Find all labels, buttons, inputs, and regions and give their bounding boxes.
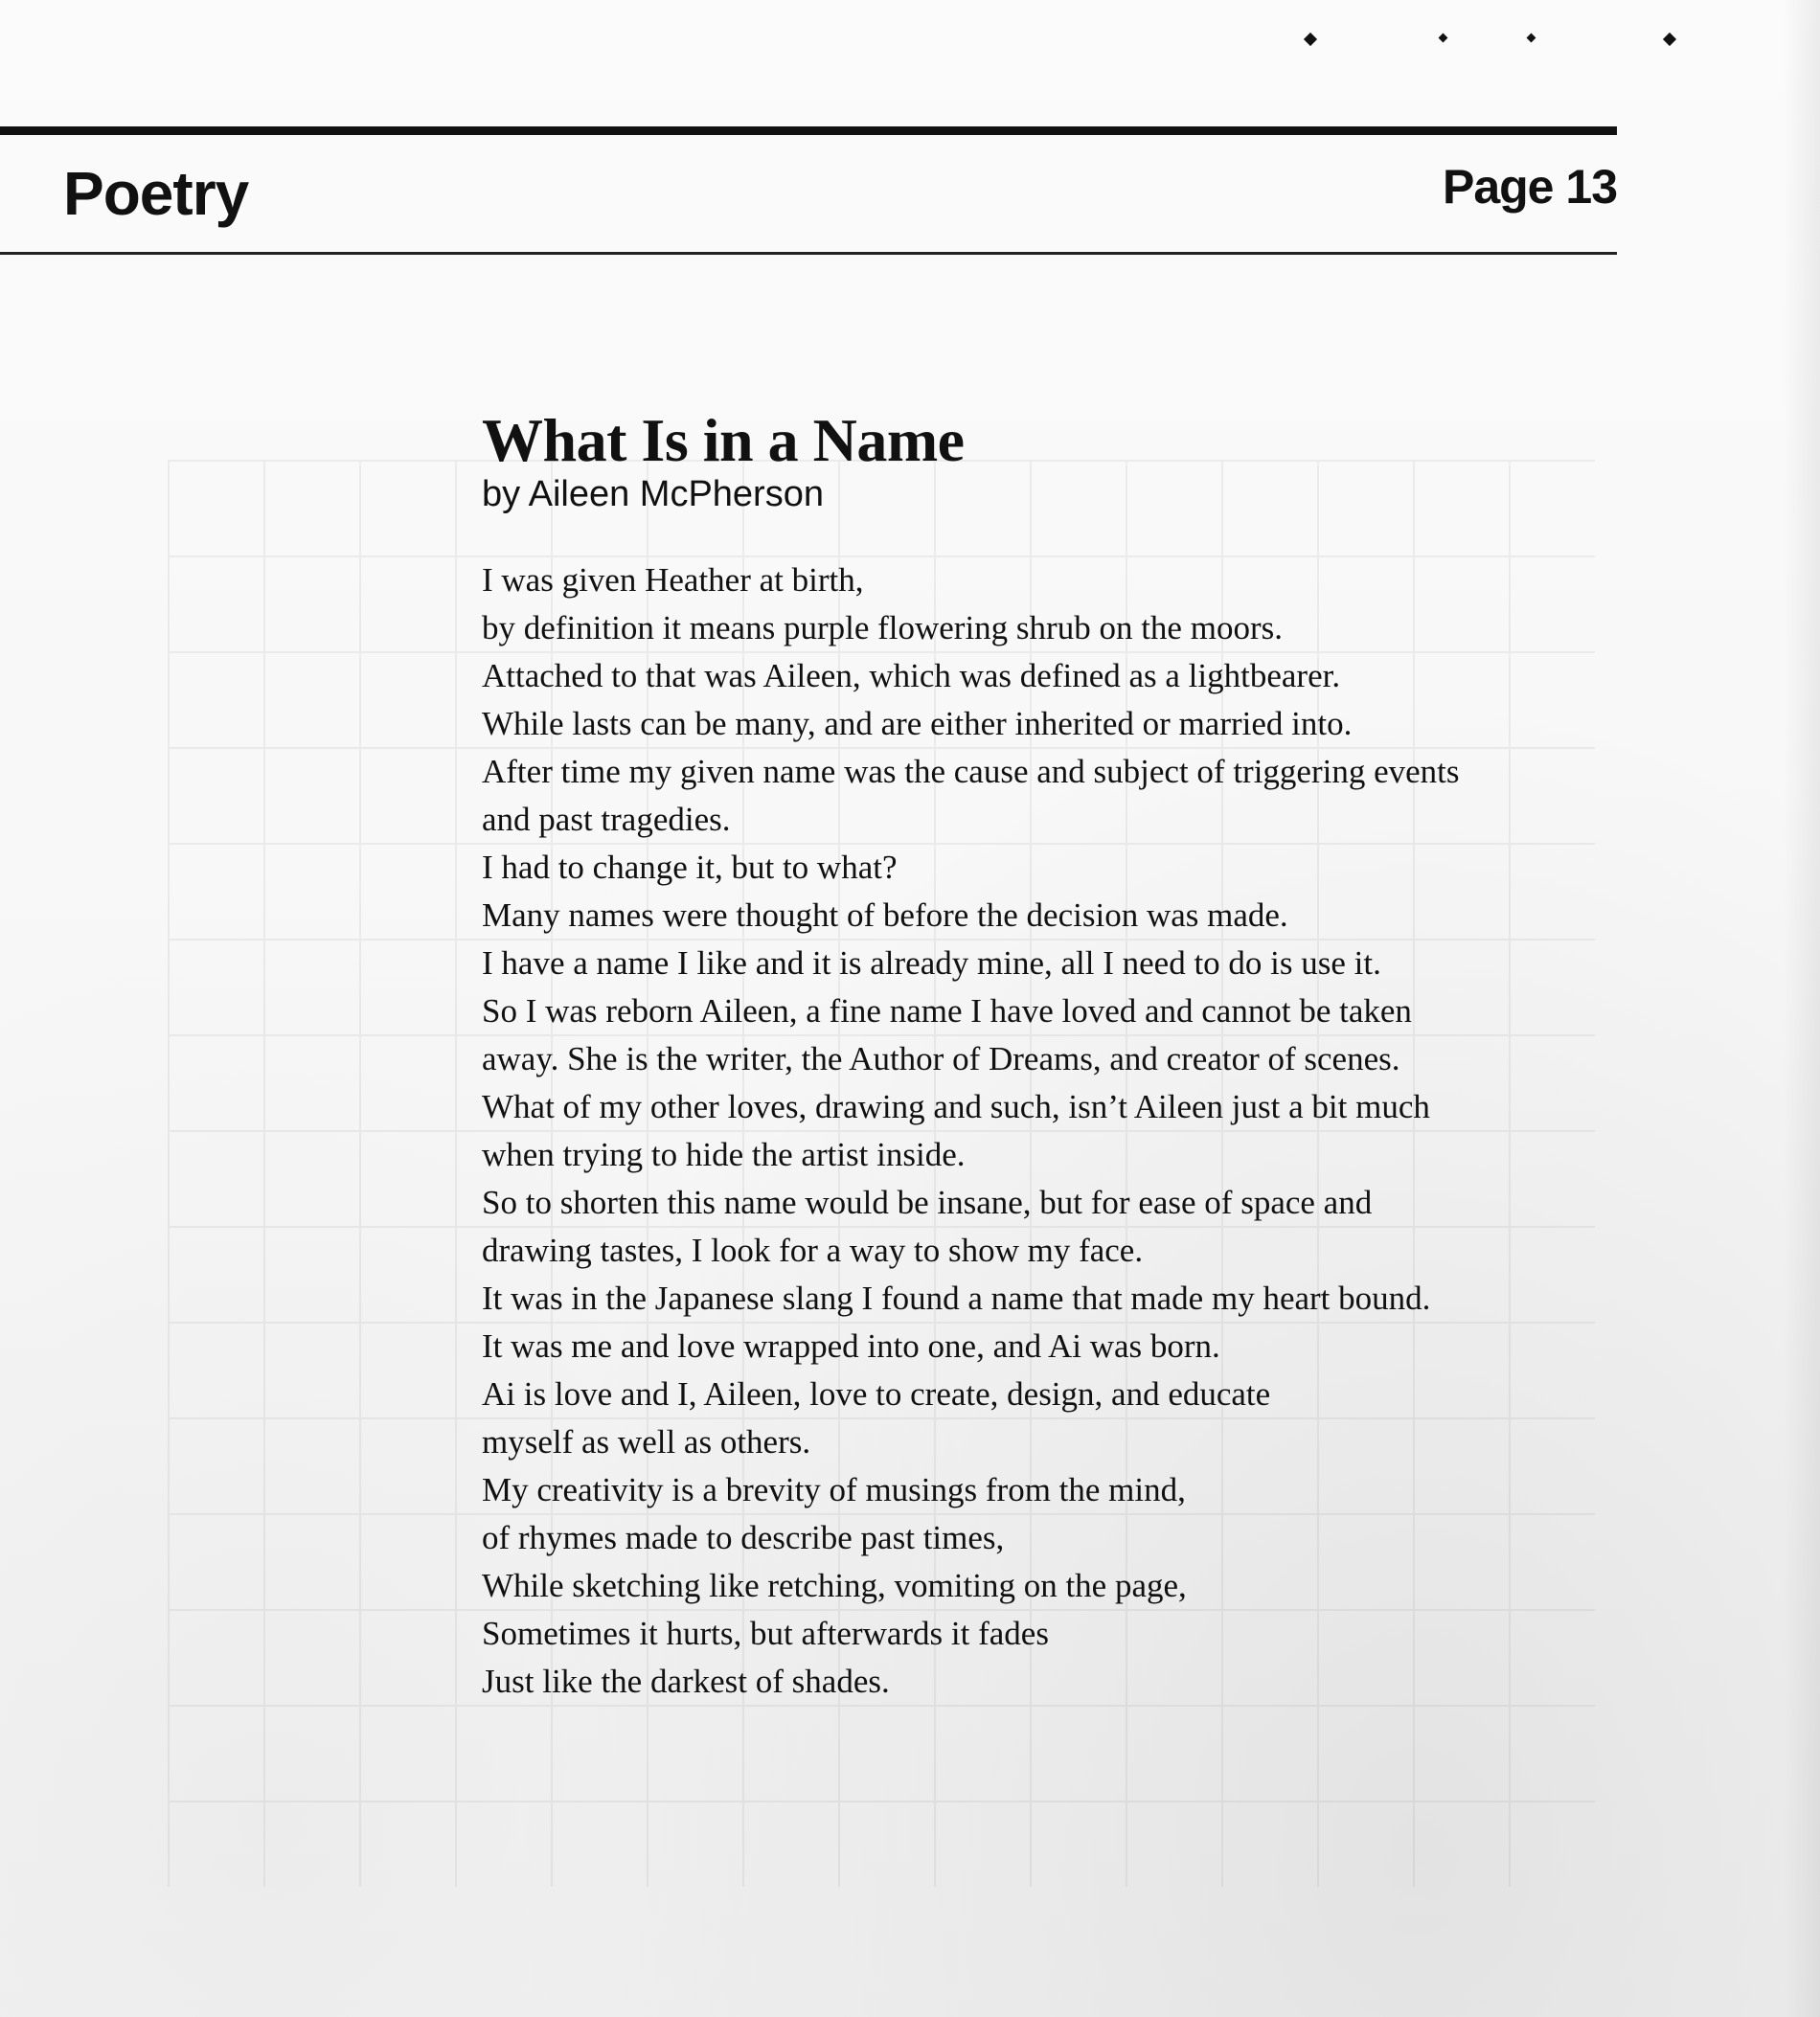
marker-dot	[1663, 33, 1676, 46]
poem-line: I have a name I like and it is already mine, all I need to do is use it.	[482, 944, 1381, 983]
poem-line: Attached to that was Aileen, which was defined as a lightbearer.	[482, 657, 1341, 695]
poem-line: I had to change it, but to what?	[482, 849, 898, 887]
poem-line: What of my other loves, drawing and such, isn’t Aileen just a bit much	[482, 1088, 1430, 1126]
poem-line: I was given Heather at birth,	[482, 561, 864, 600]
page-marker-dots	[1298, 34, 1681, 54]
poem-line: It was me and love wrapped into one, and Ai was born.	[482, 1327, 1220, 1366]
poem-line: and past tragedies.	[482, 801, 731, 839]
poem-byline: by Aileen McPherson	[482, 473, 824, 514]
poem-line: myself as well as others.	[482, 1423, 811, 1462]
poem-line: My creativity is a brevity of musings from the mind,	[482, 1471, 1186, 1509]
poem-lines	[482, 556, 1612, 1706]
poem-line: by definition it means purple flowering shrub on the moors.	[482, 609, 1283, 647]
poem-title: What Is in a Name	[482, 406, 965, 474]
poem-line: drawing tastes, I look for a way to show my face.	[482, 1232, 1144, 1270]
poem	[482, 408, 1612, 1706]
header-bottom-rule	[0, 252, 1617, 255]
poem-line: So I was reborn Aileen, a fine name I have loved and cannot be taken	[482, 992, 1412, 1031]
marker-dot	[1439, 34, 1448, 43]
poem-line: While lasts can be many, and are either inherited or married into.	[482, 705, 1353, 743]
poem-line: It was in the Japanese slang I found a name that made my heart bound.	[482, 1280, 1431, 1318]
poem-line: Sometimes it hurts, but afterwards it fades	[482, 1615, 1049, 1653]
page-number: Page 13	[1442, 160, 1617, 214]
marker-dot	[1304, 33, 1317, 46]
poem-line: Many names were thought of before the decision was made.	[482, 896, 1288, 935]
header-top-rule	[0, 126, 1617, 135]
poem-line: of rhymes made to describe past times,	[482, 1519, 1005, 1557]
poem-line: While sketching like retching, vomiting on the page,	[482, 1567, 1187, 1605]
marker-dot	[1527, 34, 1536, 43]
poem-line: when trying to hide the artist inside.	[482, 1136, 966, 1174]
page-edge-shadow	[1784, 0, 1820, 2017]
poem-line: After time my given name was the cause and subject of triggering events	[482, 753, 1460, 791]
section-title: Poetry	[63, 159, 249, 228]
poem-line: Just like the darkest of shades.	[482, 1663, 890, 1701]
poem-line: Ai is love and I, Aileen, love to create, design, and educate	[482, 1375, 1271, 1414]
poem-line: away. She is the writer, the Author of Dreams, and creator of scenes.	[482, 1040, 1400, 1078]
poem-line: So to shorten this name would be insane, but for ease of space and	[482, 1184, 1373, 1222]
